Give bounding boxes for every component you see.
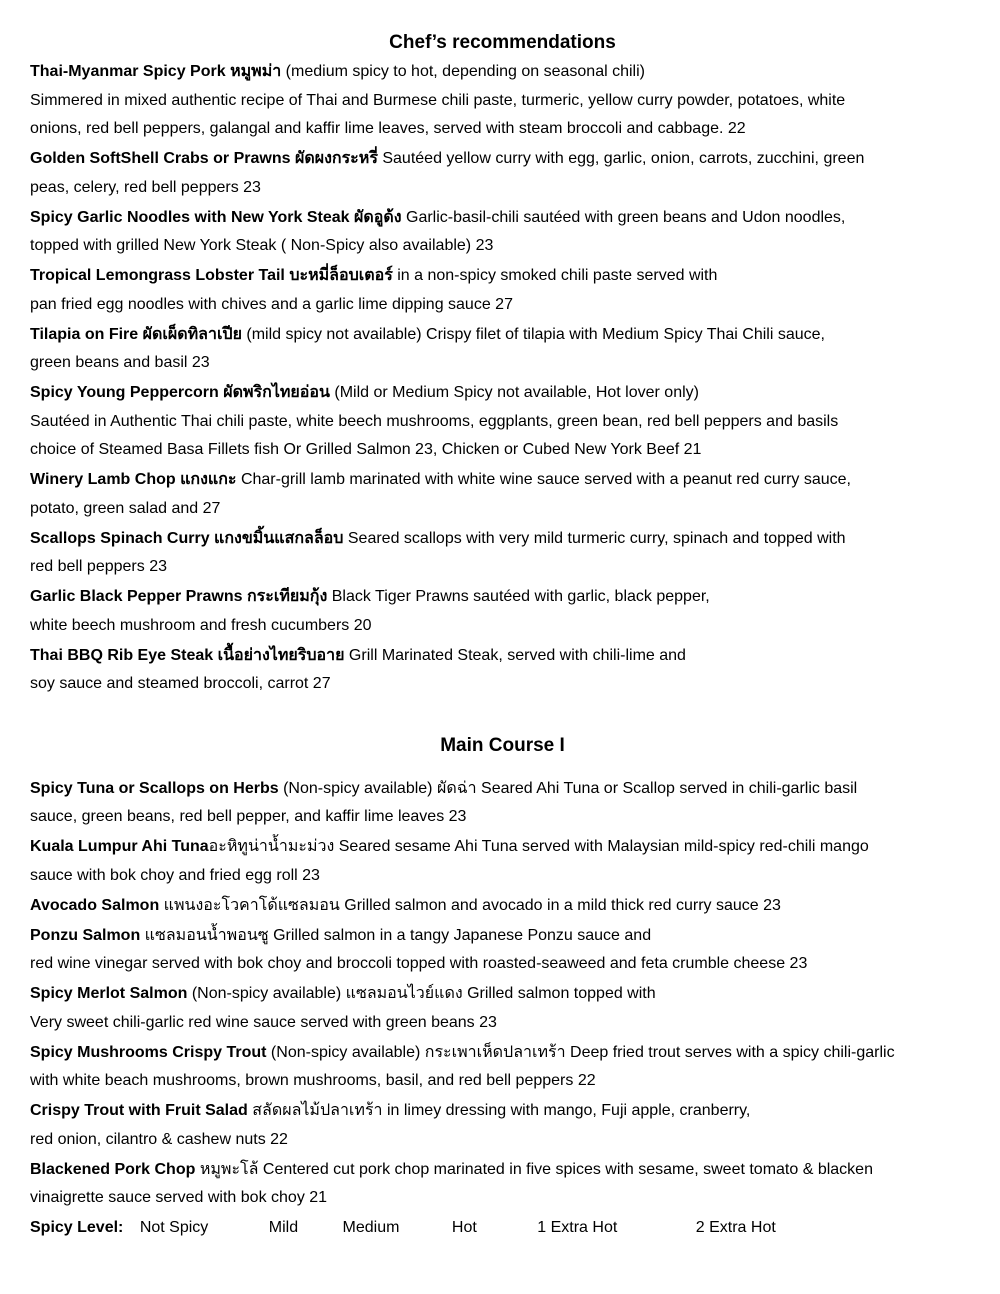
spicy-level-medium: Medium [342,1219,400,1236]
menu-item-line [30,495,975,524]
dish-name: Golden SoftShell Crabs or Prawns ผัดผงกระหรี่ [30,150,378,167]
menu-item-line [30,58,975,87]
menu-item [30,204,975,261]
menu-item-line [30,174,975,203]
menu-item [30,775,975,832]
spicy-level-1-extra-hot: 1 Extra Hot [537,1219,618,1236]
dish-description: green beans and basil 23 [30,354,210,371]
menu-item [30,262,975,319]
dish-name: Thai BBQ Rib Eye Steak เนื้อย่างไทยริบอาย [30,646,345,664]
dish-description: อะหิทูน่าน้ำมะม่วง Seared sesame Ahi Tuna served with Malaysian mild-spicy red-chili mango [208,838,869,855]
dish-description: with white beach mushrooms, brown mushrooms, basil, and red bell peppers 22 [30,1072,596,1089]
menu-item-line [30,833,975,862]
menu-page [30,28,975,1243]
menu-item-line [30,379,975,408]
dish-description: red bell peppers 23 [30,558,167,575]
dish-name: Winery Lamb Chop แกงแกะ [30,471,237,488]
menu-item-line [30,892,975,921]
menu-item [30,833,975,890]
dish-name: Avocado Salmon [30,896,160,914]
menu-item-line [30,1184,975,1213]
dish-name: Kuala Lumpur Ahi Tuna [30,838,209,855]
menu-item [30,892,975,921]
menu-item-line [30,553,975,582]
dish-name: Garlic Black Pepper Prawns กระเทียมกุ้ง [30,588,328,605]
dish-description: sauce with bok choy and fried egg roll 23 [30,866,320,884]
menu-item [30,1039,975,1096]
menu-item-line [30,145,975,174]
section-title-chefs-recommendations: Chef’s recommendations [389,32,616,53]
menu-item-line [30,612,975,641]
dish-description: Black Tiger Prawns sautéed with garlic, black pepper, [327,588,710,605]
chefs-recommendations-list [30,58,975,699]
dish-name: Tropical Lemongrass Lobster Tail บะหมี่ล็อบเตอร์ [30,267,393,284]
dish-description: red onion, cilantro & cashew nuts 22 [30,1130,288,1148]
spicy-level-mild: Mild [268,1219,299,1236]
menu-item-line [30,642,975,671]
menu-item-line [30,1156,975,1185]
dish-description: (medium spicy to hot, depending on seasonal chili) [281,63,645,80]
section-title-main-course: Main Course I [440,734,565,756]
dish-name: Spicy Young Peppercorn ผัดพริกไทยอ่อน [30,384,330,401]
menu-item-line [30,1067,975,1096]
menu-item-line [30,87,975,116]
menu-item-line [30,1009,975,1038]
menu-item [30,379,975,465]
dish-name: Spicy Garlic Noodles with New York Steak ผัดอูด้ง [30,208,402,226]
dish-description: Grill Marinated Steak, served with chili-lime and [344,646,686,664]
menu-item [30,642,975,699]
menu-item-line [30,232,975,261]
dish-description: Garlic-basil-chili sautéed with green beans and Udon noodles, [401,208,846,226]
dish-description: Char-grill lamb marinated with white wine sauce served with a peanut red curry sauce, [236,471,851,488]
menu-item-line [30,775,975,804]
dish-name: Tilapia on Fire ผัดเผ็ดทิลาเปีย [30,325,242,343]
dish-name: Spicy Mushrooms Crispy Trout [30,1043,267,1061]
dish-description: sauce, green beans, red bell pepper, and kaffir lime leaves 23 [30,808,467,825]
menu-item [30,145,975,202]
menu-item [30,466,975,523]
dish-description: แพนงอะโวคาโด้แซลมอน Grilled salmon and avocado in a mild thick red curry sauce 23 [159,896,781,914]
menu-item-line [30,862,975,891]
menu-item-line [30,321,975,350]
menu-item-line [30,583,975,612]
dish-description: choice of Steamed Basa Fillets fish Or Grilled Salmon 23, Chicken or Cubed New York Beef 21 [30,441,702,458]
menu-item [30,583,975,640]
menu-item [30,525,975,582]
menu-item-line [30,262,975,291]
menu-item [30,1156,975,1213]
dish-description: vinaigrette sauce served with bok choy 21 [30,1189,328,1206]
menu-item [30,58,975,144]
dish-description: potato, green salad and 27 [30,499,221,517]
dish-description: peas, celery, red bell peppers 23 [30,178,261,196]
dish-description: Sautéed in Authentic Thai chili paste, white beech mushrooms, eggplants, green bean, red bell peppers and basils [30,412,839,430]
dish-description: (Mild or Medium Spicy not available, Hot lover only) [329,384,699,401]
dish-description: Very sweet chili-garlic red wine sauce served with green beans 23 [30,1013,497,1031]
dish-description: (Non-spicy available) กระเพาเห็ดปลาเทร้า Deep fried trout serves with a spicy chili-garlic [266,1043,895,1061]
menu-item [30,1097,975,1154]
dish-description: สลัดผลไม้ปลาเทร้า in limey dressing with mango, Fuji apple, cranberry, [247,1102,751,1119]
menu-item-line [30,1039,975,1068]
dish-description: แซลมอนน้ำพอนซู Grilled salmon in a tangy Japanese Ponzu sauce and [140,926,652,944]
menu-item-line [30,922,975,951]
dish-description: in a non-spicy smoked chili paste served with [392,267,718,284]
spicy-level-hot: Hot [451,1219,477,1236]
dish-description: white beech mushroom and fresh cucumbers 20 [30,616,372,634]
dish-name: Thai-Myanmar Spicy Pork หมูพม่า [30,63,282,80]
dish-name: Ponzu Salmon [30,926,141,944]
menu-item-line [30,115,975,144]
menu-item-line [30,980,975,1009]
dish-description: pan fried egg noodles with chives and a garlic lime dipping sauce 27 [30,295,513,313]
menu-item-line [30,408,975,437]
dish-description: Seared scallops with very mild turmeric curry, spinach and topped with [343,529,846,547]
dish-name: Spicy Tuna or Scallops on Herbs [30,779,279,797]
menu-item-line [30,1126,975,1155]
spicy-level-not-spicy: Not Spicy [139,1219,209,1236]
dish-name: Spicy Merlot Salmon [30,985,188,1002]
dish-description: Sautéed yellow curry with egg, garlic, onion, carrots, zucchini, green [377,150,865,167]
dish-name: Crispy Trout with Fruit Salad [30,1102,248,1119]
spicy-level-legend [30,1214,975,1243]
menu-item-line [30,291,975,320]
dish-description: Simmered in mixed authentic recipe of Thai and Burmese chili paste, turmeric, yellow curry powder, potatoes, white [30,91,846,109]
menu-item-line [30,436,975,465]
dish-name: Blackened Pork Chop [30,1160,196,1178]
dish-description: red wine vinegar served with bok choy and broccoli topped with roasted-seaweed and feta crumble cheese 23 [30,955,808,972]
menu-item [30,321,975,378]
dish-description: (Non-spicy available) ผัดฉ่า Seared Ahi Tuna or Scallop served in chili-garlic basil [278,779,858,797]
menu-item-line [30,950,975,979]
spicy-level-label: Spicy Level: [30,1219,124,1236]
dish-description: soy sauce and steamed broccoli, carrot 27 [30,675,331,692]
menu-item-line [30,670,975,699]
menu-item-line [30,803,975,832]
menu-item-line [30,349,975,378]
spicy-level-2-extra-hot: 2 Extra Hot [695,1219,776,1236]
menu-item-line [30,204,975,233]
menu-item-line [30,525,975,554]
dish-description: (mild spicy not available) Crispy filet of tilapia with Medium Spicy Thai Chili sauce, [241,325,825,343]
menu-item [30,980,975,1037]
dish-description: หมูพะโล้ Centered cut pork chop marinated in five spices with sesame, sweet tomato & blacken [195,1160,873,1178]
menu-item-line [30,466,975,495]
dish-description: onions, red bell peppers, galangal and kaffir lime leaves, served with steam broccoli and cabbage. 22 [30,120,746,137]
dish-name: Scallops Spinach Curry แกงขมิ้นแสกลล็อบ [30,529,344,547]
main-course-list [30,775,975,1213]
menu-item [30,922,975,979]
dish-description: topped with grilled New York Steak ( Non-Spicy also available) 23 [30,237,494,254]
dish-description: (Non-spicy available) แซลมอนไวย์แดง Grilled salmon topped with [187,985,656,1002]
menu-item-line [30,1097,975,1126]
